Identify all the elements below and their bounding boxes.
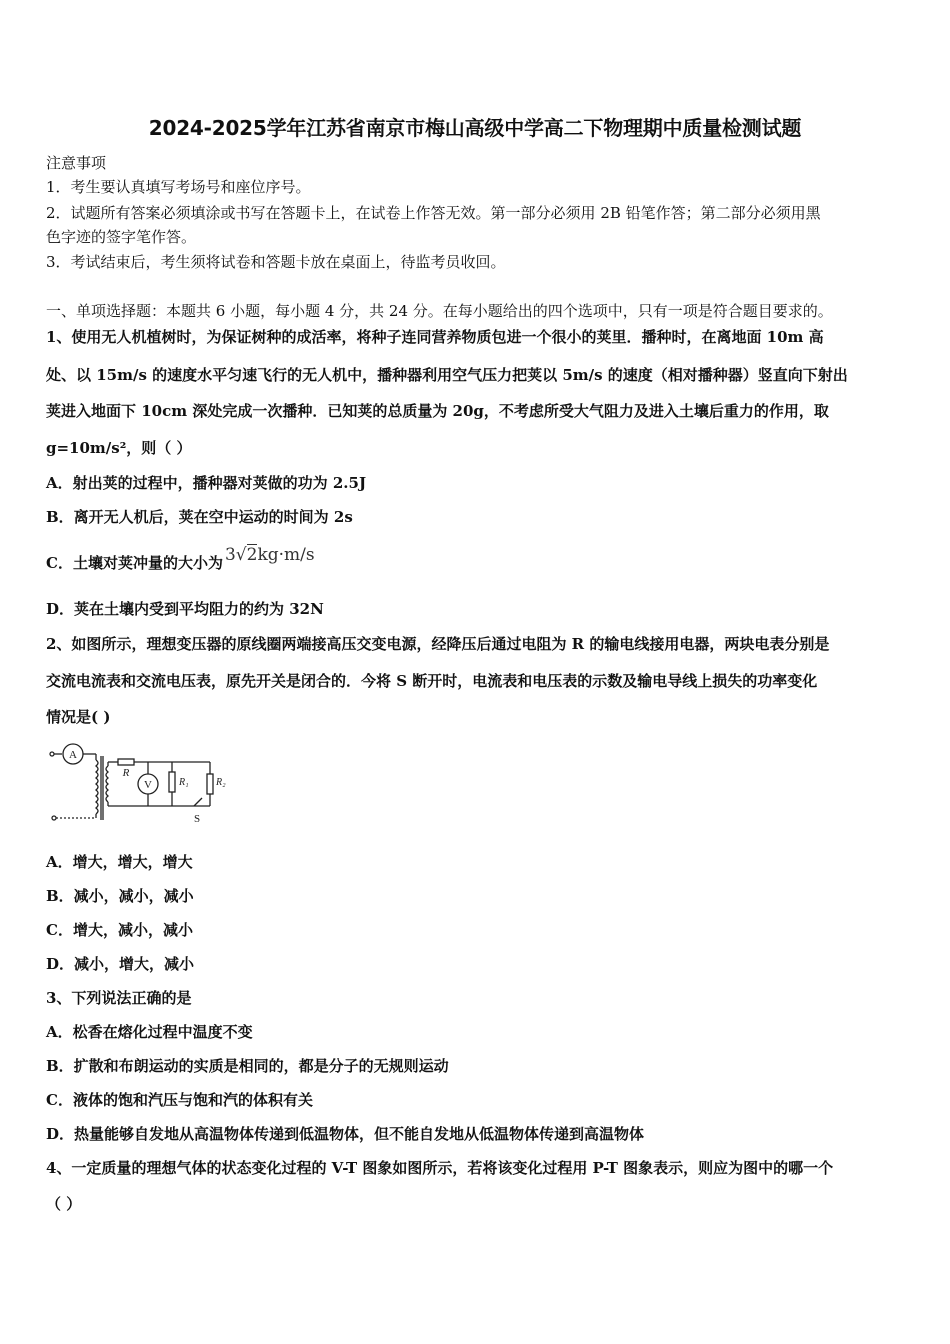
- ammeter-label: A: [69, 749, 77, 761]
- q1-option-b: B．离开无人机后，荚在空中运动的时间为 2s: [46, 508, 353, 526]
- q1-line-1: 1、使用无人机植树时，为保证树种的成活率，将种子连同营养物质包进一个很小的荚里．播种时，在离地面 10m 高: [46, 328, 824, 346]
- q4-line-1: 4、一定质量的理想气体的状态变化过程的 V-T 图象如图所示，若将该变化过程用 P-T 图象表示，则应为图中的哪一个: [46, 1159, 834, 1177]
- notice-item-1: 1．考生要认真填写考场号和座位序号。: [46, 178, 311, 196]
- q1-option-c-formula: 3√2kg·m/s: [224, 545, 315, 565]
- q2-line-3: 情况是( ): [46, 708, 111, 726]
- line-resistor-r: [118, 759, 134, 765]
- q3-option-d: D．热量能够自发地从高温物体传递到低温物体，但不能自发地从低温物体传递到高温物体: [46, 1125, 645, 1143]
- exam-title: 2024-2025学年江苏省南京市梅山高级中学高二下物理期中质量检测试题: [148, 116, 802, 140]
- q1-option-c: [46, 545, 908, 574]
- terminal-top: [50, 752, 54, 756]
- q3-option-c: C．液体的饱和汽压与饱和汽的体积有关: [46, 1091, 313, 1109]
- notice-heading: 注意事项: [46, 154, 107, 172]
- voltmeter-label: V: [144, 779, 152, 791]
- q3-option-b: B．扩散和布朗运动的实质是相同的，都是分子的无规则运动: [46, 1057, 449, 1075]
- notice-item-2: 2．试题所有答案必须填涂或书写在答题卡上，在试卷上作答无效。第一部分必须用 2B 铅笔作答；第二部分必须用黑: [46, 204, 821, 222]
- q4-line-2: （ ）: [46, 1195, 82, 1213]
- resistor-r2: [207, 774, 213, 794]
- q1-option-d: D．荚在土壤内受到平均阻力的约为 32N: [46, 600, 324, 618]
- q2-line-2: 交流电流表和交流电压表，原先开关是闭合的．今将 S 断开时，电流表和电压表的示数及输电导线上损失的功率变化: [46, 672, 818, 690]
- notice-item-3: 3．考试结束后，考生须将试卷和答题卡放在桌面上，待监考员收回。: [46, 253, 506, 271]
- resistor-r1: [169, 772, 175, 792]
- q1-option-c-unit: kg·m/s: [257, 545, 315, 565]
- q2-option-b: B．减小，减小，减小: [46, 887, 194, 905]
- resistor-r-label: R: [122, 767, 130, 779]
- q3-stem: 3、下列说法正确的是: [46, 989, 192, 1007]
- q3-option-a: A．松香在熔化过程中温度不变: [46, 1023, 253, 1041]
- resistor-r1-label: R₁: [179, 777, 189, 788]
- terminal-bottom: [52, 816, 56, 820]
- switch-s: [194, 798, 202, 806]
- q1-option-c-radicand: 2: [246, 545, 258, 565]
- section-heading: 一、单项选择题：本题共 6 小题，每小题 4 分，共 24 分。在每小题给出的四个选项中，只有一项是符合题目要求的。: [46, 302, 833, 320]
- q1-line-3: 荚进入地面下 10cm 深处完成一次播种．已知荚的总质量为 20g，不考虑所受大气阻力及进入土壤后重力的作用，取: [46, 402, 829, 420]
- resistor-r2-label: R₂: [216, 777, 226, 788]
- q2-option-d: D．减小，增大，减小: [46, 955, 195, 973]
- q2-option-a: A．增大，增大，增大: [46, 853, 193, 871]
- q1-option-c-text: C．土壤对荚冲量的大小为: [46, 554, 223, 572]
- q1-line-2: 处、以 15m/s 的速度水平匀速飞行的无人机中，播种器利用空气压力把荚以 5m/s 的速度（相对播种器）竖直向下射出: [46, 366, 848, 384]
- q1-option-c-coef: 3: [224, 545, 236, 565]
- q2-line-1: 2、如图所示，理想变压器的原线圈两端接高压交变电源，经降压后通过电阻为 R 的输电线接用电器，两块电表分别是: [46, 635, 830, 653]
- notice-item-2-cont: 色字迹的签字笔作答。: [46, 228, 197, 246]
- transformer-circuit-diagram: [44, 740, 244, 828]
- q1-option-a: A．射出荚的过程中，播种器对荚做的功为 2.5J: [46, 474, 367, 492]
- primary-coil: [96, 760, 98, 814]
- switch-label: S: [194, 813, 201, 825]
- secondary-coil: [106, 766, 108, 802]
- q2-option-c: C．增大，减小，减小: [46, 921, 193, 939]
- q1-line-4: g=10m/s²，则（ ）: [46, 439, 192, 457]
